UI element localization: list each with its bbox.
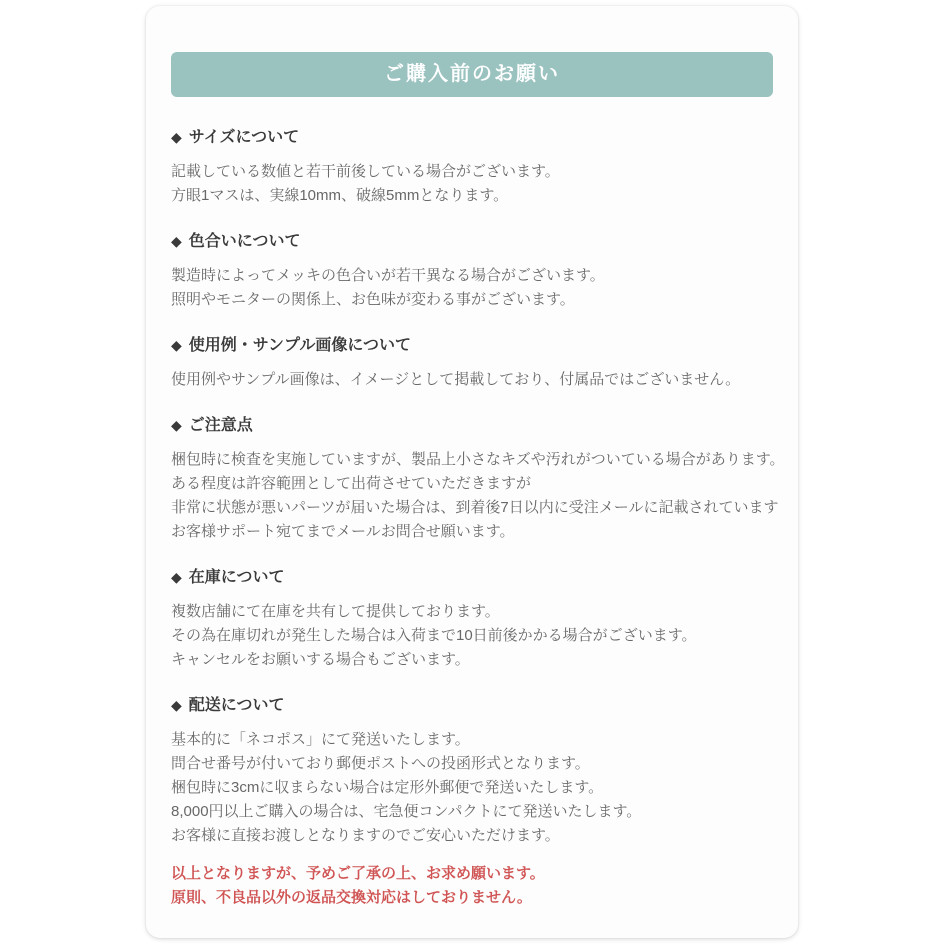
page-title: ご購入前のお願い [171,52,773,97]
body-line: 方眼1マスは、実線10mm、破線5mmとなります。 [171,187,509,204]
warning-line: 以上となりますが、予めご了承の上、お求め願います。 [171,865,545,882]
section-shipping [171,693,773,848]
section-heading-label: 在庫について [188,569,285,586]
section-sample-images [171,333,773,392]
notice-card [146,6,798,938]
section-body [171,368,773,392]
section-heading [171,413,773,438]
body-line: 基本的に「ネコポス」にて発送いたします。 [171,731,470,748]
section-heading [171,693,773,718]
section-body [171,264,773,312]
footer-warning [171,862,773,910]
section-heading-label: ご注意点 [188,417,253,434]
body-line: 使用例やサンプル画像は、イメージとして掲載しており、付属品ではございません。 [171,371,741,388]
diamond-bullet-icon: ◆ [171,129,182,145]
body-line: 梱包時に3cmに収まらない場合は定形外郵便で発送いたします。 [171,779,604,796]
section-heading-label: 色合いについて [188,233,301,250]
section-heading [171,565,773,590]
section-body [171,448,785,544]
diamond-bullet-icon: ◆ [171,337,182,353]
body-line: 梱包時に検査を実施していますが、製品上小さなキズや汚れがついている場合があります。 [171,451,785,468]
notice-content [171,125,785,910]
section-heading-label: サイズについて [188,129,300,146]
section-cautions [171,413,785,544]
section-body [171,160,773,208]
body-line: その為在庫切れが発生した場合は入荷まで10日前後かかる場合がございます。 [171,627,697,644]
section-heading [171,125,773,150]
body-line: お客様に直接お渡しとなりますのでご安心いただけます。 [171,827,560,844]
body-line: 問合せ番号が付いており郵便ポストへの投函形式となります。 [171,755,590,772]
body-line: 複数店舗にて在庫を共有して提供しております。 [171,603,500,620]
diamond-bullet-icon: ◆ [171,697,182,713]
section-heading-label: 使用例・サンプル画像について [188,337,412,354]
body-line: キャンセルをお願いする場合もございます。 [171,651,470,668]
section-heading [171,229,773,254]
section-body [171,728,773,848]
body-line: ある程度は許容範囲として出荷させていただきますが [171,475,532,492]
section-stock [171,565,773,672]
diamond-bullet-icon: ◆ [171,569,182,585]
body-line: お客様サポート宛てまでメールお問合せ願います。 [171,523,515,540]
body-line: 照明やモニターの関係上、お色味が変わる事がございます。 [171,291,575,308]
body-line: 記載している数値と若干前後している場合がございます。 [171,163,560,180]
section-heading-label: 配送について [188,697,285,714]
section-size [171,125,773,208]
warning-line: 原則、不良品以外の返品交換対応はしておりません。 [171,889,532,906]
section-heading [171,333,773,358]
section-color [171,229,773,312]
body-line: 非常に状態が悪いパーツが届いた場合は、到着後7日以内に受注メールに記載されています [171,499,779,516]
body-line: 8,000円以上ご購入の場合は、宅急便コンパクトにて発送いたします。 [171,803,642,820]
body-line: 製造時によってメッキの色合いが若干異なる場合がございます。 [171,267,605,284]
section-body [171,600,773,672]
diamond-bullet-icon: ◆ [171,417,182,433]
diamond-bullet-icon: ◆ [171,233,182,249]
